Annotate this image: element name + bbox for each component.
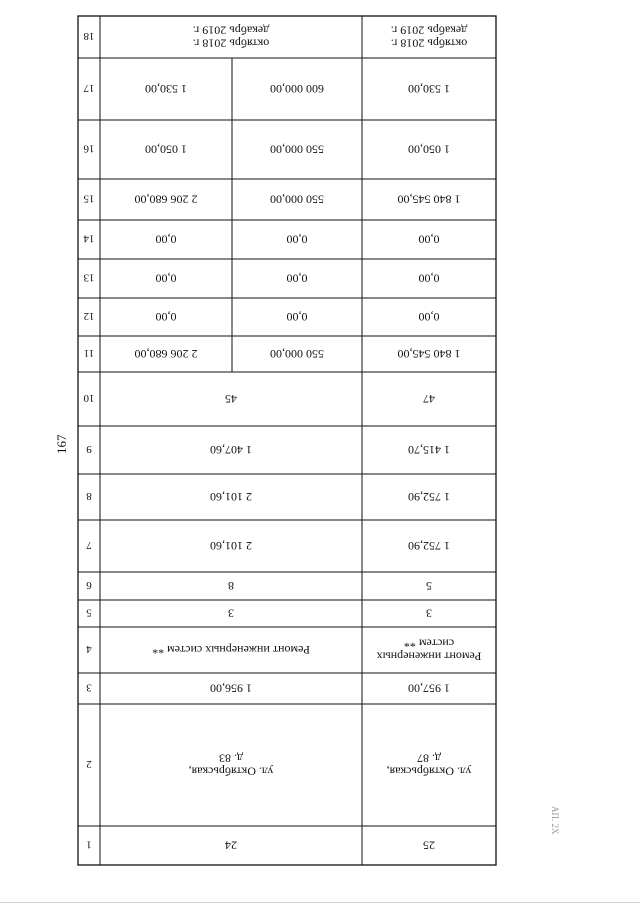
cell-col10-row25-value: 47 <box>423 392 435 406</box>
column-number-9-line: 9 <box>86 443 92 455</box>
column-number-17 <box>83 82 95 94</box>
cell-col1-row25 <box>423 839 435 853</box>
cell-col3-row25 <box>408 682 450 696</box>
cell-col9-row25 <box>408 443 450 457</box>
scan-mark: АП. 2Х <box>550 806 560 835</box>
cell-col17-row24-part2 <box>270 82 324 96</box>
cell-col15-row24-part2 <box>270 193 324 207</box>
column-number-10-line: 10 <box>83 392 95 404</box>
page-bottom-rule <box>0 902 640 903</box>
column-number-13 <box>83 272 95 284</box>
cell-col12-row25 <box>419 310 440 324</box>
cell-col16-row24-part2 <box>270 143 324 157</box>
column-number-7-line: 7 <box>86 539 92 551</box>
column-number-2-line: 2 <box>86 758 92 770</box>
cell-col16-row24-part2-value: 550 000,00 <box>270 142 324 157</box>
column-number-11 <box>84 347 95 359</box>
cell-col16-row25 <box>408 143 450 157</box>
column-number-16-line: 16 <box>83 142 95 155</box>
column-number-18 <box>83 30 95 42</box>
cell-col13-row24-part1 <box>156 272 177 286</box>
cell-col13-row25 <box>419 272 440 286</box>
column-number-11-line: 11 <box>83 347 95 359</box>
cell-col4-row25-line-2: систем ** <box>403 636 455 651</box>
cell-col3-row24 <box>210 682 252 696</box>
cell-col18-row24-line-1: октябрь 2018 г. <box>192 36 270 51</box>
cell-col2-row24 <box>189 752 274 779</box>
column-number-18-line: 18 <box>83 30 95 42</box>
column-number-15 <box>83 193 95 205</box>
cell-col2-row25 <box>387 752 472 779</box>
cell-col4-row24 <box>152 643 310 657</box>
cell-col7-row24 <box>210 539 252 553</box>
cell-col8-row24 <box>210 490 252 504</box>
cell-col11-row25 <box>398 347 461 361</box>
column-number-4-line: 4 <box>86 643 92 655</box>
cell-col13-row24-part1-value: 0,00 <box>155 271 177 286</box>
column-number-8-line: 8 <box>86 490 92 502</box>
cell-col2-row24-line-1: ул. Октябрьская, <box>188 764 274 779</box>
cell-col18-row25 <box>391 24 468 51</box>
cell-col3-row24-value: 1 956,00 <box>210 681 252 696</box>
cell-col15-row24-part2-value: 550 000,00 <box>270 192 324 207</box>
column-number-1 <box>86 839 92 851</box>
cell-col12-row24-part2 <box>287 310 308 324</box>
column-number-9 <box>86 443 92 455</box>
cell-col1-row24-value: 24 <box>225 838 237 853</box>
cell-col9-row25-value: 1 415,70 <box>408 443 450 457</box>
column-number-3 <box>86 682 92 694</box>
cell-col13-row25-value: 0,00 <box>418 271 440 286</box>
cell-col5-row24-value: 3 <box>228 606 234 621</box>
column-number-15-line: 15 <box>83 192 95 205</box>
cell-col14-row25 <box>419 233 440 247</box>
cell-col10-row24 <box>225 392 237 406</box>
cell-col2-row25-line-2: д. 87 <box>416 751 442 766</box>
cell-col13-row24-part2-value: 0,00 <box>286 271 308 286</box>
cell-col7-row25-value: 1 752,90 <box>408 539 450 553</box>
cell-col18-row25-line-1: октябрь 2018 г. <box>390 36 468 51</box>
column-number-13-line: 13 <box>83 271 95 284</box>
column-number-7 <box>86 539 92 551</box>
cell-col17-row25 <box>408 82 450 96</box>
cell-col9-row24 <box>210 443 252 457</box>
rotated-data-table <box>78 16 496 865</box>
column-number-4 <box>86 643 92 655</box>
column-number-12-line: 12 <box>83 310 95 322</box>
cell-col8-row25 <box>408 490 450 504</box>
cell-col16-row24-part1 <box>145 143 187 157</box>
column-number-14-line: 14 <box>83 232 95 245</box>
column-number-6-line: 6 <box>86 579 92 591</box>
cell-col6-row24 <box>228 579 234 593</box>
cell-col11-row25-value: 1 840 545,00 <box>397 347 461 361</box>
cell-col14-row24-part1-value: 0,00 <box>155 232 177 247</box>
cell-col14-row24-part2 <box>287 233 308 247</box>
cell-col18-row25-line-2: декабрь 2019 г. <box>390 23 468 38</box>
column-number-5-line: 5 <box>86 606 92 619</box>
column-number-5 <box>86 607 92 619</box>
cell-col1-row24 <box>225 839 237 853</box>
cell-col15-row24-part1 <box>135 193 198 207</box>
cell-col12-row25-value: 0,00 <box>418 310 440 324</box>
column-number-17-line: 17 <box>83 82 95 94</box>
column-number-2 <box>86 758 92 770</box>
cell-col5-row24 <box>228 607 234 621</box>
column-number-1-line: 1 <box>86 838 92 851</box>
cell-col12-row24-part1 <box>156 310 177 324</box>
table-grid <box>78 16 496 865</box>
cell-col8-row25-value: 1 752,90 <box>408 490 450 504</box>
column-number-6 <box>86 579 92 591</box>
cell-col16-row24-part1-value: 1 050,00 <box>145 142 187 157</box>
cell-col4-row25 <box>377 637 482 664</box>
cell-col11-row24-part1 <box>135 347 198 361</box>
cell-col14-row25-value: 0,00 <box>418 232 440 247</box>
cell-col18-row24-line-2: декабрь 2019 г. <box>192 23 270 38</box>
cell-col15-row24-part1-value: 2 206 680,00 <box>134 192 198 207</box>
cell-col14-row24-part2-value: 0,00 <box>286 232 308 247</box>
page-number: 167 <box>54 434 69 454</box>
cell-col12-row24-part2-value: 0,00 <box>286 310 308 324</box>
cell-col4-row25-line-1: Ремонт инженерных <box>376 649 482 664</box>
cell-col4-row24-line-1: Ремонт инженерных систем ** <box>152 643 310 657</box>
cell-col1-row25-value: 25 <box>423 838 435 853</box>
cell-col6-row24-value: 8 <box>228 579 234 593</box>
cell-col16-row25-value: 1 050,00 <box>408 142 450 157</box>
cell-col2-row25-line-1: ул. Октябрьская, <box>386 764 472 779</box>
cell-col12-row24-part1-value: 0,00 <box>155 310 177 324</box>
cell-col18-row24 <box>193 24 270 51</box>
column-number-8 <box>86 490 92 502</box>
cell-col10-row24-value: 45 <box>225 392 237 406</box>
cell-col7-row24-value: 2 101,60 <box>210 539 252 553</box>
cell-col17-row24-part2-value: 600 000,00 <box>270 82 324 96</box>
column-number-12 <box>84 310 95 322</box>
cell-col15-row25 <box>398 193 461 207</box>
cell-col5-row25 <box>426 607 432 621</box>
cell-col2-row24-line-2: д. 83 <box>218 751 244 766</box>
cell-col14-row24-part1 <box>156 233 177 247</box>
cell-col15-row25-value: 1 840 545,00 <box>397 192 461 207</box>
column-number-14 <box>83 233 95 245</box>
cell-col17-row25-value: 1 530,00 <box>408 82 450 96</box>
cell-col17-row24-part1-value: 1 530,00 <box>145 82 187 96</box>
cell-col7-row25 <box>408 539 450 553</box>
cell-col13-row24-part2 <box>287 272 308 286</box>
cell-col3-row25-value: 1 957,00 <box>408 681 450 696</box>
cell-col11-row24-part2-value: 550 000,00 <box>270 347 324 361</box>
cell-col10-row25 <box>423 392 435 406</box>
column-number-10 <box>83 392 95 404</box>
cell-col11-row24-part1-value: 2 206 680,00 <box>134 347 198 361</box>
cell-col8-row24-value: 2 101,60 <box>210 490 252 504</box>
cell-col6-row25-value: 5 <box>426 579 432 593</box>
cell-col6-row25 <box>426 579 432 593</box>
cell-col11-row24-part2 <box>270 347 324 361</box>
cell-col5-row25-value: 3 <box>426 606 432 621</box>
cell-col9-row24-value: 1 407,60 <box>210 443 252 457</box>
column-number-16 <box>83 143 95 155</box>
cell-col17-row24-part1 <box>145 82 187 96</box>
column-number-3-line: 3 <box>86 681 92 694</box>
